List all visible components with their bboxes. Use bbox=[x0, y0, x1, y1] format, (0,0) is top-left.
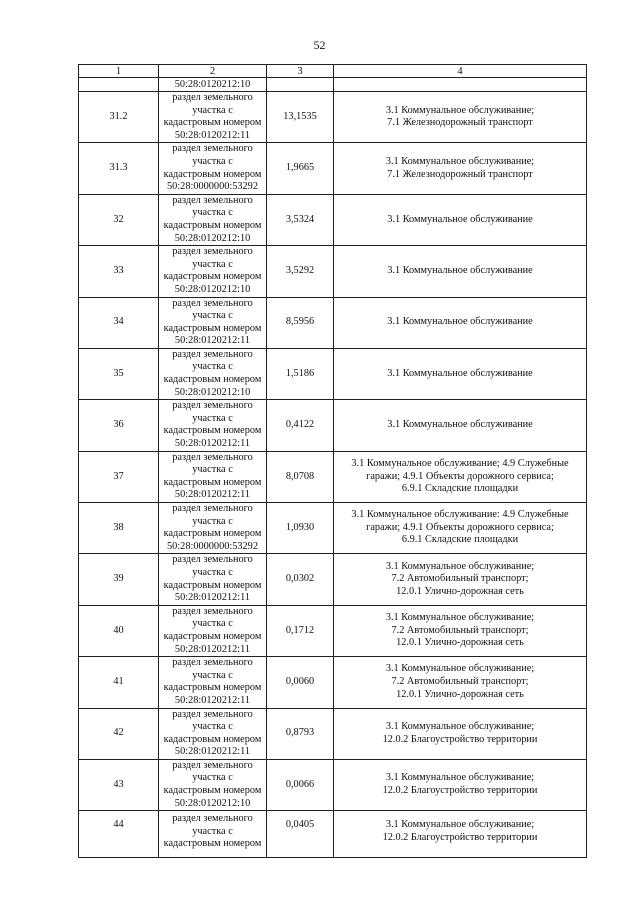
description-cell bbox=[159, 708, 267, 759]
row-number-cell: 40 bbox=[79, 605, 159, 656]
description-line: кадастровым номером bbox=[163, 785, 262, 797]
description-cell bbox=[159, 400, 267, 451]
permitted-use-line: 3.1 Коммунальное обслуживание; bbox=[385, 560, 535, 572]
description-line: кадастровым номером bbox=[163, 425, 262, 437]
description-line: 50:28:0000000:53292 bbox=[167, 181, 258, 193]
description-line: 50:28:0120212:10 bbox=[174, 232, 251, 244]
description-line: участка с bbox=[192, 464, 233, 476]
description-line: раздел земельного bbox=[172, 143, 253, 155]
permitted-use-line: 7.2 Автомобильный транспорт; bbox=[391, 624, 529, 636]
description-line: раздел земельного bbox=[172, 554, 253, 566]
land-plots-table bbox=[78, 64, 587, 858]
table-row bbox=[79, 657, 587, 708]
permitted-use-line: 3.1 Коммунальное обслуживание; bbox=[385, 772, 535, 784]
continuation-desc-cell: 50:28:0120212:10 bbox=[159, 78, 267, 92]
description-cell bbox=[159, 246, 267, 297]
description-line: раздел земельного bbox=[172, 92, 253, 103]
description-line: участка с bbox=[192, 207, 233, 219]
description-line: 50:28:0120212:10 bbox=[174, 386, 251, 398]
row-number-cell: 42 bbox=[79, 708, 159, 759]
continuation-area-cell bbox=[267, 78, 334, 92]
description-cell bbox=[159, 348, 267, 399]
permitted-use-line: 3.1 Коммунальное обслуживание bbox=[387, 265, 533, 277]
permitted-use-line: 3.1 Коммунальное обслуживание bbox=[387, 367, 533, 379]
permitted-use-cell bbox=[334, 348, 587, 399]
permitted-use-cell bbox=[334, 759, 587, 810]
description-cell bbox=[159, 554, 267, 605]
description-line: кадастровым номером bbox=[163, 168, 262, 180]
description-line: 50:28:0120212:11 bbox=[174, 643, 251, 655]
description-line: 50:28:0120212:10 bbox=[174, 283, 251, 295]
description-line: участка с bbox=[192, 772, 233, 784]
description-cell bbox=[159, 503, 267, 554]
description-line: 50:28:0120212:11 bbox=[174, 489, 251, 501]
description-line: 50:28:0120212:11 bbox=[174, 438, 251, 450]
continuation-num-cell bbox=[79, 78, 159, 92]
permitted-use-line: 12.0.2 Благоустройство территории bbox=[382, 785, 538, 797]
row-number-cell: 31.3 bbox=[79, 143, 159, 194]
row-number-cell: 39 bbox=[79, 554, 159, 605]
description-line: участка с bbox=[192, 618, 233, 630]
description-cell bbox=[159, 297, 267, 348]
description-line: раздел земельного bbox=[172, 297, 253, 309]
table-row bbox=[79, 451, 587, 502]
permitted-use-cell bbox=[334, 143, 587, 194]
description-line: кадастровым номером bbox=[163, 322, 262, 334]
table-row bbox=[79, 297, 587, 348]
page-number: 52 bbox=[313, 38, 326, 52]
description-line: участка с bbox=[192, 515, 233, 527]
area-cell: 0,0405 bbox=[267, 811, 334, 858]
permitted-use-line: 7.1 Железнодорожный транспорт bbox=[387, 117, 533, 129]
table-row bbox=[79, 503, 587, 554]
description-line: раздел земельного bbox=[172, 451, 253, 463]
table-row bbox=[79, 605, 587, 656]
area-cell: 1,5186 bbox=[267, 348, 334, 399]
table-row bbox=[79, 143, 587, 194]
area-cell: 0,0066 bbox=[267, 759, 334, 810]
description-cell bbox=[159, 657, 267, 708]
table-row bbox=[79, 811, 587, 858]
description-line: участка с bbox=[192, 721, 233, 733]
description-line: кадастровым номером bbox=[163, 374, 262, 386]
description-cell bbox=[159, 605, 267, 656]
table-row bbox=[79, 400, 587, 451]
column-header-4: 4 bbox=[334, 65, 587, 78]
table-row bbox=[79, 194, 587, 245]
description-line: раздел земельного bbox=[172, 246, 253, 258]
permitted-use-line: 3.1 Коммунальное обслуживание bbox=[387, 213, 533, 225]
description-line: раздел земельного bbox=[172, 348, 253, 360]
permitted-use-cell bbox=[334, 194, 587, 245]
description-cell bbox=[159, 811, 267, 858]
description-line: участка с bbox=[192, 104, 233, 116]
permitted-use-cell bbox=[334, 400, 587, 451]
row-number-cell: 35 bbox=[79, 348, 159, 399]
description-line: кадастровым номером bbox=[163, 682, 262, 694]
permitted-use-line: 6.9.1 Складские площадки bbox=[401, 483, 519, 495]
area-cell: 1,0930 bbox=[267, 503, 334, 554]
column-header-2: 2 bbox=[159, 65, 267, 78]
permitted-use-cell bbox=[334, 708, 587, 759]
row-number-cell: 44 bbox=[79, 811, 159, 858]
description-line: раздел земельного bbox=[172, 194, 253, 206]
description-line: 50:28:0120212:11 bbox=[174, 129, 251, 141]
description-line: участка с bbox=[192, 825, 233, 837]
description-cell bbox=[159, 143, 267, 194]
permitted-use-cell bbox=[334, 246, 587, 297]
description-line: 50:28:0120212:10 bbox=[174, 797, 251, 809]
permitted-use-cell bbox=[334, 605, 587, 656]
row-number-cell: 41 bbox=[79, 657, 159, 708]
table-row bbox=[79, 246, 587, 297]
area-cell: 0,1712 bbox=[267, 605, 334, 656]
continuation-row bbox=[79, 78, 587, 92]
area-cell: 1,9665 bbox=[267, 143, 334, 194]
description-line: раздел земельного bbox=[172, 605, 253, 617]
table-row bbox=[79, 708, 587, 759]
permitted-use-line: 7.2 Автомобильный транспорт; bbox=[391, 573, 529, 585]
permitted-use-line: 7.2 Автомобильный транспорт; bbox=[391, 676, 529, 688]
permitted-use-line: 7.1 Железнодорожный транспорт bbox=[387, 168, 533, 180]
description-cell bbox=[159, 194, 267, 245]
permitted-use-cell bbox=[334, 657, 587, 708]
permitted-use-line: 3.1 Коммунальное обслуживание; bbox=[385, 612, 535, 624]
row-number-cell: 34 bbox=[79, 297, 159, 348]
area-cell: 8,0708 bbox=[267, 451, 334, 502]
description-line: 50:28:0120212:11 bbox=[174, 335, 251, 347]
description-line: кадастровым номером bbox=[163, 579, 262, 591]
permitted-use-line: 3.1 Коммунальное обслуживание; bbox=[385, 104, 535, 116]
table-row bbox=[79, 554, 587, 605]
description-line: участка с bbox=[192, 155, 233, 167]
permitted-use-line: 3.1 Коммунальное обслуживание; bbox=[385, 721, 535, 733]
column-header-3: 3 bbox=[267, 65, 334, 78]
permitted-use-line: 3.1 Коммунальное обслуживание bbox=[387, 419, 533, 431]
permitted-use-line: 12.0.2 Благоустройство территории bbox=[382, 831, 538, 843]
permitted-use-cell bbox=[334, 503, 587, 554]
description-line: участка с bbox=[192, 669, 233, 681]
description-line: кадастровым номером bbox=[163, 117, 262, 129]
description-line: раздел земельного bbox=[172, 813, 253, 825]
permitted-use-line: 3.1 Коммунальное обслуживание bbox=[387, 316, 533, 328]
description-line: кадастровым номером bbox=[163, 271, 262, 283]
description-line: кадастровым номером bbox=[163, 733, 262, 745]
permitted-use-cell bbox=[334, 92, 587, 143]
area-cell: 13,1535 bbox=[267, 92, 334, 143]
description-line: кадастровым номером bbox=[163, 528, 262, 540]
description-line: кадастровым номером bbox=[163, 476, 262, 488]
description-line: участка с bbox=[192, 361, 233, 373]
area-cell: 0,0302 bbox=[267, 554, 334, 605]
description-line: участка с bbox=[192, 566, 233, 578]
permitted-use-cell bbox=[334, 297, 587, 348]
permitted-use-line: гаражи; 4.9.1 Объекты дорожного сервиса; bbox=[366, 470, 554, 482]
permitted-use-line: 3.1 Коммунальное обслуживание; bbox=[385, 819, 535, 831]
description-line: раздел земельного bbox=[172, 759, 253, 771]
row-number-cell: 31.2 bbox=[79, 92, 159, 143]
area-cell: 0,4122 bbox=[267, 400, 334, 451]
description-line: участка с bbox=[192, 412, 233, 424]
permitted-use-line: 3.1 Коммунальное обслуживание; 4.9 Служебные bbox=[351, 457, 569, 469]
permitted-use-line: 12.0.1 Улично-дорожная сеть bbox=[396, 688, 524, 700]
description-line: раздел земельного bbox=[172, 503, 253, 514]
description-line: 50:28:0120212:11 bbox=[174, 694, 251, 706]
description-cell bbox=[159, 451, 267, 502]
permitted-use-cell bbox=[334, 451, 587, 502]
permitted-use-line: 12.0.1 Улично-дорожная сеть bbox=[396, 637, 524, 649]
table-row bbox=[79, 348, 587, 399]
description-line: кадастровым номером bbox=[163, 630, 262, 642]
permitted-use-line: гаражи; 4.9.1 Объекты дорожного сервиса; bbox=[366, 521, 554, 533]
description-line: раздел земельного bbox=[172, 400, 253, 412]
row-number-cell: 33 bbox=[79, 246, 159, 297]
permitted-use-cell bbox=[334, 554, 587, 605]
area-cell: 0,0060 bbox=[267, 657, 334, 708]
permitted-use-cell bbox=[334, 811, 587, 858]
permitted-use-line: 12.0.1 Улично-дорожная сеть bbox=[396, 585, 524, 597]
row-number-cell: 37 bbox=[79, 451, 159, 502]
continuation-use-cell bbox=[334, 78, 587, 92]
permitted-use-line: 3.1 Коммунальное обслуживание; bbox=[385, 155, 535, 167]
description-cell bbox=[159, 759, 267, 810]
area-cell: 0,8793 bbox=[267, 708, 334, 759]
area-cell: 3,5324 bbox=[267, 194, 334, 245]
column-header-1: 1 bbox=[79, 65, 159, 78]
description-line: кадастровым номером bbox=[163, 838, 262, 850]
table-body bbox=[79, 65, 587, 858]
permitted-use-line: 3.1 Коммунальное обслуживание; bbox=[385, 663, 535, 675]
table-row bbox=[79, 759, 587, 810]
description-line: участка с bbox=[192, 258, 233, 270]
area-cell: 8,5956 bbox=[267, 297, 334, 348]
description-line: раздел земельного bbox=[172, 708, 253, 720]
row-number-cell: 38 bbox=[79, 503, 159, 554]
description-line: 50:28:0120212:11 bbox=[174, 592, 251, 604]
description-line: 50:28:0000000:53292 bbox=[167, 540, 258, 552]
description-line: раздел земельного bbox=[172, 657, 253, 669]
description-cell bbox=[159, 92, 267, 143]
column-number-row bbox=[79, 65, 587, 78]
row-number-cell: 32 bbox=[79, 194, 159, 245]
row-number-cell: 36 bbox=[79, 400, 159, 451]
description-line: 50:28:0120212:11 bbox=[174, 746, 251, 758]
permitted-use-line: 3.1 Коммунальное обслуживание: 4.9 Служебные bbox=[351, 509, 569, 521]
table-row bbox=[79, 92, 587, 143]
permitted-use-line: 12.0.2 Благоустройство территории bbox=[382, 733, 538, 745]
permitted-use-line: 6.9.1 Складские площадки bbox=[401, 534, 519, 546]
description-line: участка с bbox=[192, 310, 233, 322]
area-cell: 3,5292 bbox=[267, 246, 334, 297]
row-number-cell: 43 bbox=[79, 759, 159, 810]
description-line: кадастровым номером bbox=[163, 219, 262, 231]
